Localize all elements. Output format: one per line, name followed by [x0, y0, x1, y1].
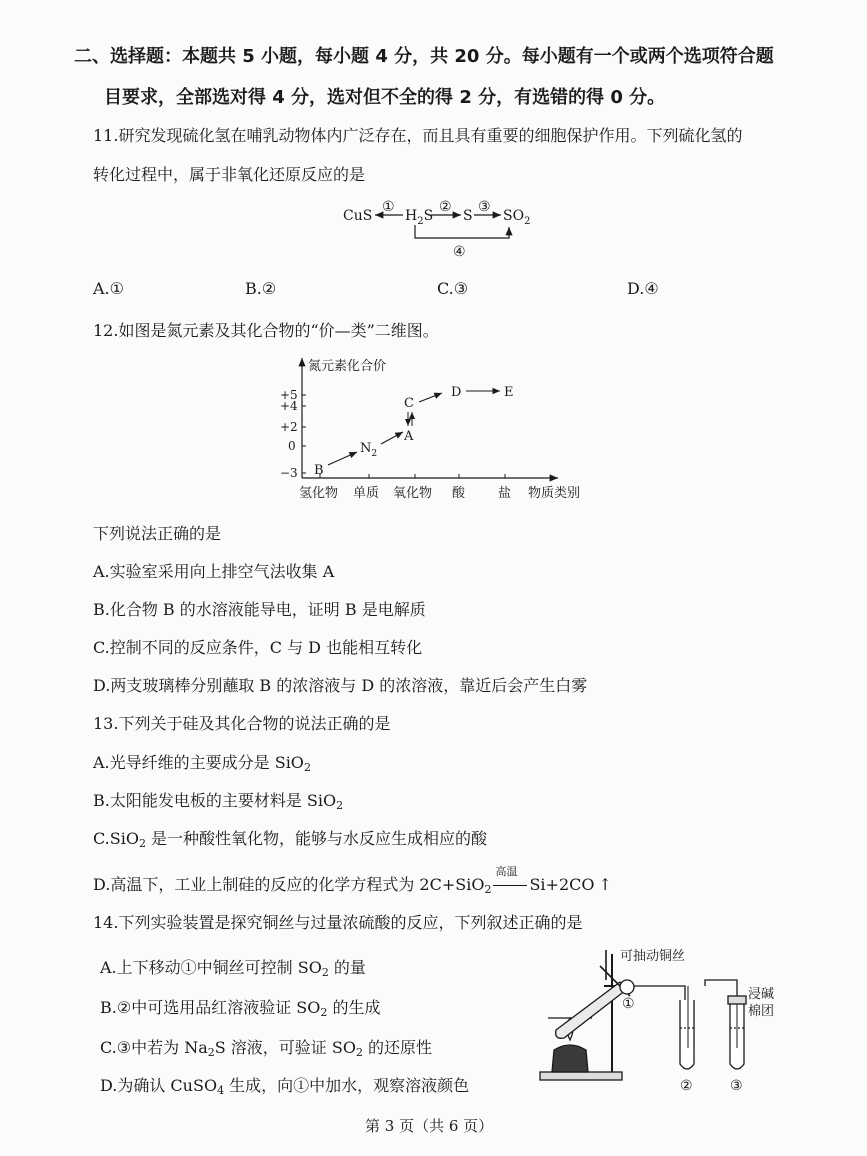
q11-arrow-4 [415, 225, 509, 238]
q14-option-b: B.②中可选用品红溶液验证 $SO_2$ 的生成 [100, 998, 381, 1019]
label-cotton-2: 棉团 [748, 1004, 775, 1019]
delivery-tube-1 [626, 986, 685, 1000]
reaction-tube [556, 982, 626, 1038]
section-heading-line1: 二、选择题：本题共 5 小题，每小题 4 分，共 20 分。每小题有一个或两个选项符合题 [74, 46, 774, 67]
q14-option-a: A.上下移动①中铜丝可控制 $SO_2$ 的量 [100, 958, 366, 979]
q14-option-d: D.为确认 CuSO$_4$ 生成，向①中加水，观察溶液颜色 [100, 1076, 470, 1097]
label-3: ③ [730, 1078, 743, 1094]
q13-option-d: D.高温下，工业上制硅的反应的化学方程式为 2C+SiO$_2$ 高温 Si+2CO ↑ [93, 865, 612, 896]
q13-option-b: B.太阳能发电板的主要材料是 SiO$_2$ [93, 791, 344, 812]
q11-option-d: D.④ [627, 279, 659, 298]
label-1: ① [622, 996, 635, 1012]
q12-arrow-b-n2 [328, 452, 357, 465]
q12-prompt: 下列说法正确的是 [93, 524, 222, 543]
q12-point-c: C [404, 396, 414, 411]
q11-label-3: ③ [478, 199, 491, 215]
q12-xtick-element: 单质 [353, 486, 380, 501]
q12-ytick-minus3: −3 [280, 466, 298, 480]
q11-label-4: ④ [453, 244, 466, 260]
q11-option-c: C.③ [437, 279, 469, 298]
test-tube-2 [680, 1000, 694, 1069]
q11-cus: CuS [343, 208, 373, 224]
q12-option-b: B.化合物 B 的水溶液能导电，证明 B 是电解质 [93, 600, 426, 619]
q12-arrow-n2-a [381, 432, 403, 444]
q11-so2: $SO_2$ [503, 208, 531, 227]
q11-label-1: ① [382, 199, 395, 215]
q12-option-d: D.两支玻璃棒分别蘸取 B 的浓溶液与 D 的浓溶液，靠近后会产生白雾 [93, 676, 588, 695]
stopper [620, 980, 634, 994]
q12-point-n2: $N_2$ [360, 441, 378, 459]
q12-x-label: 物质类别 [528, 486, 581, 501]
q12-xtick-oxide: 氧化物 [393, 486, 433, 501]
q12-option-c: C.控制不同的反应条件，C 与 D 也能相互转化 [93, 638, 423, 657]
q14-stem: 14.下列实验装置是探究铜丝与过量浓硫酸的反应，下列叙述正确的是 [93, 913, 583, 932]
alkali-cotton [728, 996, 746, 1004]
q13-stem: 13.下列关于硅及其化合物的说法正确的是 [93, 714, 391, 733]
q13-option-c: C.SiO$_2$ 是一种酸性氧化物，能够与水反应生成相应的酸 [93, 829, 488, 850]
page-footer: 第 3 页（共 6 页） [365, 1117, 494, 1135]
q12-ytick-plus5: +5 [280, 388, 298, 402]
stand-base [540, 1072, 622, 1080]
q13-gas-arrow: ↑ [598, 875, 612, 894]
q11-option-b: B.② [245, 279, 277, 298]
q12-stem: 12.如图是氮元素及其化合物的“价—类”二维图。 [93, 321, 439, 340]
label-cotton-1: 浸碱 [748, 987, 775, 1002]
q12-ytick-0: 0 [288, 439, 296, 453]
q11-s: S [463, 208, 473, 224]
q12-ytick-plus4: +4 [280, 399, 298, 413]
alcohol-lamp [552, 1045, 588, 1072]
q12-option-a: A.实验室采用向上排空气法收集 A [93, 562, 335, 581]
q11-option-a: A.① [93, 279, 124, 298]
q13-option-a: A.光导纤维的主要成分是 SiO$_2$ [93, 753, 311, 774]
q12-point-b: B [314, 463, 324, 478]
q12-point-d: D [451, 385, 462, 400]
q12-xtick-salt: 盐 [498, 486, 512, 501]
q14-apparatus-diagram [530, 940, 790, 1105]
q11-stem-line1: 11.研究发现硫化氢在哺乳动物体内广泛存在，而且具有重要的细胞保护作用。下列硫化氢的 [93, 126, 743, 145]
q12-y-label: 氮元素化合价 [308, 359, 387, 374]
q12-point-a: A [404, 429, 414, 444]
q12-xtick-acid: 酸 [452, 486, 466, 501]
section-heading-line2: 目要求，全部选对得 4 分，选对但不全的得 2 分，有选错的得 0 分。 [104, 87, 666, 108]
q12-arrow-c-d [419, 393, 442, 402]
q14-option-c: C.③中若为 $Na_2S$ 溶液，可验证 $SO_2$ 的还原性 [100, 1038, 433, 1059]
label-2: ② [680, 1078, 693, 1094]
label-movable-wire: 可抽动铜丝 [620, 949, 686, 964]
q11-label-2: ② [439, 199, 452, 215]
q12-ytick-plus2: +2 [280, 420, 298, 434]
q11-reaction-diagram [335, 196, 550, 262]
q12-xtick-hydride: 氢化物 [299, 486, 339, 501]
q11-stem-line2: 转化过程中，属于非氧化还原反应的是 [93, 165, 366, 184]
q12-point-e: E [504, 385, 514, 400]
q11-h2s: $H_2S$ [405, 208, 434, 227]
q12-valence-class-chart [276, 350, 606, 508]
q13-condition-equals: 高温 [493, 885, 527, 886]
